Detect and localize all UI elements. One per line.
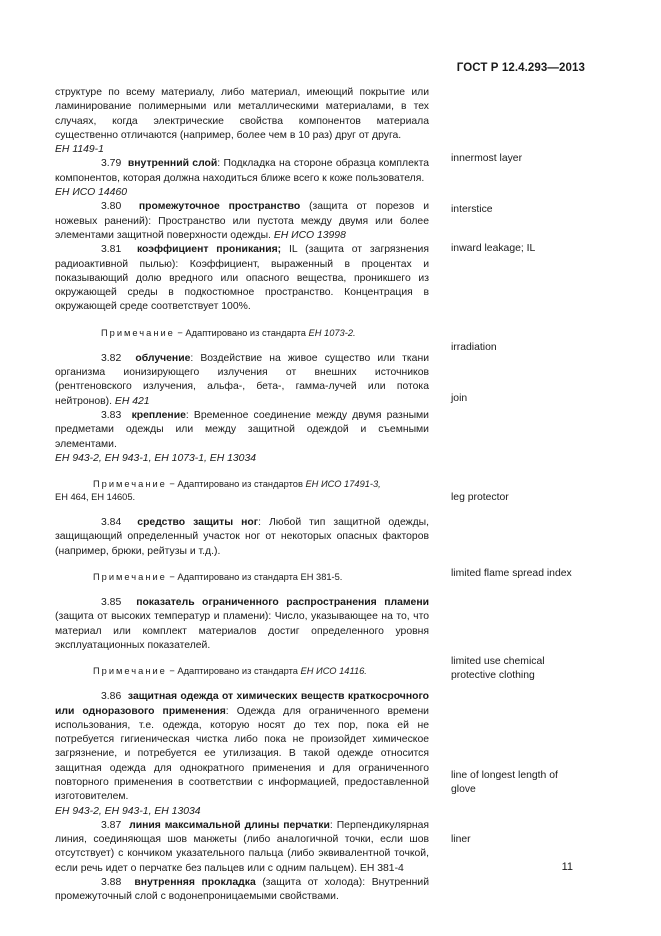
entry-reference: ЕН 943-2, ЕН 943-1, ЕН 1073-1, ЕН 13034 xyxy=(55,452,257,464)
entry-reference: ЕН 381-4 xyxy=(359,862,404,874)
entry-3-87: 3.87 линия максимальной длины перчатки: Перпендикулярная линия, соединяющая шов манжеты (либо аналогичной точки, если шов отсутствует) с кончиком указательного пальца (либо эквивалентной точкой, если речь идет о перчатке без пальцев или с одним пальцем). ЕН 381-4 xyxy=(55,819,429,874)
english-term-3-82: irradiation xyxy=(451,342,497,353)
term: показатель ограниченного распространения пламени xyxy=(136,597,430,609)
term: облучение xyxy=(135,352,191,364)
entry-3-82: 3.82 облучение: Воздействие на живое существо или ткани организма ионизирующего излучения от внешних источников (рентгеновского излучения, альфа-, бета-, гамма-лучей или потока нейтронов). ЕН 421 xyxy=(55,352,429,407)
entry-3-81: 3.81 коэффициент проникания; IL (защита от загрязнения радиоактивной пылью): Коэффициент, выраженный в процентах и показывающий долю вредного или опасного вещества, проникшего из окружающей среды в подкостюмное пространство. Концентрация в окружающей среде соответствует 100%. xyxy=(55,244,429,313)
intro-paragraph: структуре по всему материалу, либо материал, имеющий покрытие или ламинирование полимерными или металлическими материалами, в тех случаях, когда электрические свойства компонентов материала существенно отличаются (например, более чем в 10 раз) друг от друга. xyxy=(55,87,429,141)
entry-3-86: 3.86 защитная одежда от химических веществ краткосрочного или одноразового применения: Одежда для ограниченного времени использования, т.е. одежда, которую носят до тех пор, пока ей не потребуется гигиеническая чистка либо пока не произойдет химическое загрязнение, и потребуется ее утилизация. В такой одежде относится защитная одежда для однократного применения и для ограниченного повторного применения в соответствии с информацией, предоставленной изготовителем. xyxy=(55,691,429,803)
note: Примечание − Адаптировано из стандарта ЕН ИСО 14116. xyxy=(93,666,367,677)
term: коэффициент проникания; xyxy=(136,244,282,256)
entry-reference: ЕН ИСО 14460 xyxy=(55,187,128,199)
entry-3-79: 3.79 внутренний слой: Подкладка на стороне образца комплекта компонентов, которая должна находиться ближе всего к коже пользователя. xyxy=(55,158,429,184)
english-term-3-88: liner xyxy=(451,834,471,845)
note-continuation: ЕН 464, ЕН 14605. xyxy=(55,492,136,503)
english-term-3-79: innermost layer xyxy=(451,153,523,164)
term: внутренняя прокладка xyxy=(134,877,256,889)
entry-reference: ЕН ИСО 13998 xyxy=(273,229,346,241)
intro-reference: ЕН 1149-1 xyxy=(55,144,104,156)
note-label: Примечание xyxy=(93,666,167,677)
english-term-3-87: line of longest length of glove xyxy=(451,770,558,796)
note-label: Примечание xyxy=(101,327,175,338)
note: Примечание − Адаптировано из стандартов ЕН ИСО 17491-3, xyxy=(93,479,381,490)
term: крепление xyxy=(131,409,186,421)
note-label: Примечание xyxy=(93,572,167,583)
english-term-3-86: limited use chemical protective clothing xyxy=(451,656,545,682)
term: промежуточное пространство xyxy=(138,201,301,213)
term: средство защиты ног xyxy=(137,517,259,529)
standard-code-header: ГОСТ Р 12.4.293—2013 xyxy=(456,62,585,74)
entry-3-83: 3.83 крепление: Временное соединение между двумя разными предметами одежды или между защитной одеждой и съемными элементами. xyxy=(55,409,429,450)
entry-3-84: 3.84 средство защиты ног: Любой тип защитной одежды, защищающий определенный участок ног от некоторых опасных факторов (например, брюки, рейтузы и т.д.). xyxy=(55,517,430,557)
note: Примечание − Адаптировано из стандарта ЕН 381-5. xyxy=(93,572,343,583)
english-term-3-80: interstice xyxy=(451,204,493,215)
entry-3-88: 3.88 внутренняя прокладка (защита от холода): Внутренний промежуточный слой с водонепроницаемыми свойствами. xyxy=(55,877,429,903)
entry-reference: ЕН 943-2, ЕН 943-1, ЕН 13034 xyxy=(55,805,201,817)
english-term-3-81: inward leakage; IL xyxy=(451,243,536,254)
note: Примечание − Адаптировано из стандарта ЕН 1073-2. xyxy=(101,327,356,338)
term: защитная одежда от химических веществ краткосрочного или одноразового применения xyxy=(55,691,429,717)
main-text-column xyxy=(55,86,429,905)
english-term-3-84: leg protector xyxy=(451,492,509,503)
term: внутренний слой xyxy=(127,158,218,170)
entry-3-85: 3.85 показатель ограниченного распространения пламени (защита от высоких температур и пламени): Число, указывающее на то, что материал или комплект материалов достиг определенного уровня эксплуатационных показателей. xyxy=(55,597,430,651)
page-number: 11 xyxy=(561,861,573,873)
entry-3-80: 3.80 промежуточное пространство (защита от порезов и ножевых ранений): Пространство или пустота между двумя или более элементами защитной поверхности одежды. ЕН ИСО 13998 xyxy=(55,201,429,241)
term: линия максимальной длины перчатки xyxy=(129,819,330,831)
english-term-3-85: limited flame spread index xyxy=(451,568,572,579)
english-term-3-83: join xyxy=(451,393,468,404)
note-label: Примечание xyxy=(93,479,167,490)
entry-reference: ЕН 421 xyxy=(114,395,150,407)
